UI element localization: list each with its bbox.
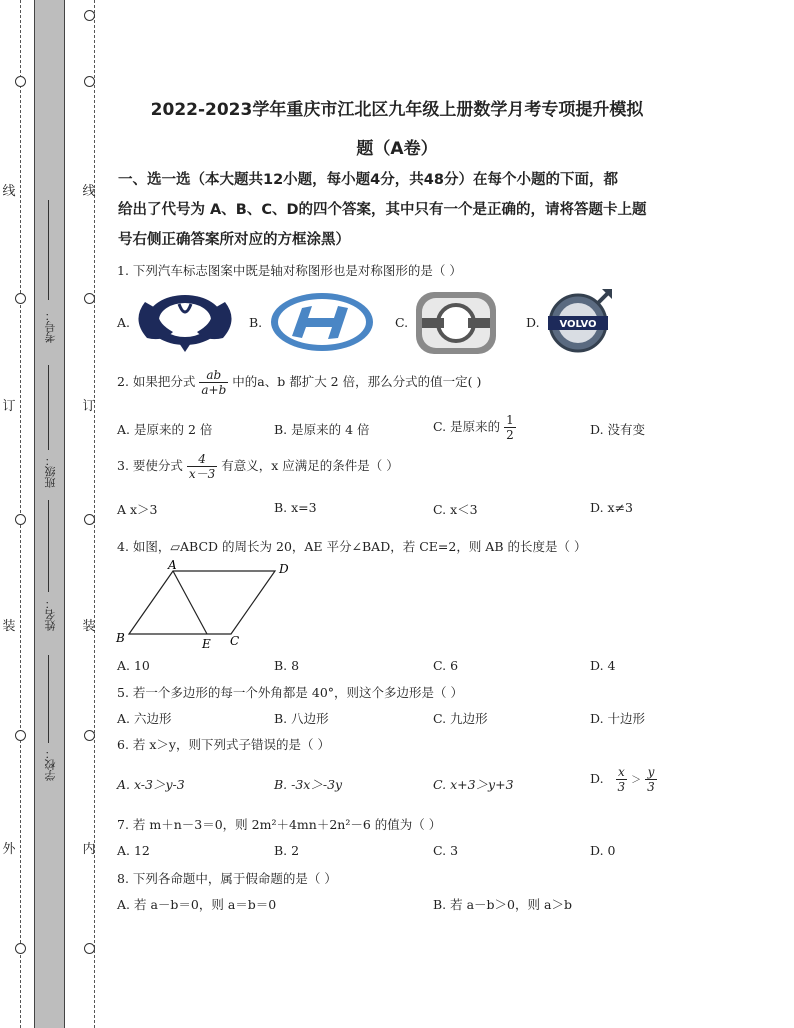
q3-opt-c: C. x＜3 — [433, 502, 478, 517]
q2-stem-post: 中的a、b 都扩大 2 倍，那么分式的值一定( ) — [232, 374, 482, 389]
q6-opt-d — [590, 765, 657, 794]
logo-d-volvo-icon — [544, 285, 616, 355]
section-heading-line2: 给出了代号为 A、B、C、D的四个答案，其中只有一个是正确的，请将答题卡上题 — [118, 202, 647, 218]
q3-stem — [117, 452, 399, 481]
q8-stem: 8. 下列各命题中，属于假命题的是（ ） — [117, 871, 337, 886]
q3-frac-num: 4 — [187, 452, 217, 467]
q2-frac-num: ab — [199, 368, 228, 383]
q7-opt-a: A. 12 — [117, 843, 150, 858]
margin-char-xian-inner: 线 — [82, 184, 96, 199]
q6-opt-d-den2: 3 — [647, 780, 655, 794]
q6-opt-d-num1: x — [616, 765, 628, 780]
q2-stem-pre: 2. 如果把分式 — [117, 374, 196, 389]
q4-opt-b: B. 8 — [274, 658, 300, 673]
field-label-school: 学校： — [44, 748, 57, 781]
q3-frac-den: x－3 — [188, 467, 216, 481]
vertex-a: A — [168, 558, 177, 572]
margin-char-ding-inner: 订 — [82, 399, 96, 414]
q2-opt-c — [433, 413, 516, 442]
q2-opt-c-den: 2 — [506, 428, 514, 442]
q1-stem: 1. 下列汽车标志图案中既是轴对称图形也是对称图形的是（ ） — [117, 263, 462, 278]
q4-stem: 4. 如图，▱ABCD 的周长为 20，AE 平分∠BAD，若 CE=2，则 AB 的长度是（ ） — [117, 539, 587, 554]
binding-hole — [84, 76, 95, 87]
q7-opt-c: C. 3 — [433, 843, 459, 858]
q3-stem-pre: 3. 要使分式 — [117, 458, 183, 473]
q2-opt-a: A. 是原来的 2 倍 — [117, 422, 213, 437]
q6-opt-c: C. x+3＞y+3 — [433, 777, 514, 792]
q1-label-c: C. — [395, 315, 409, 330]
q6-opt-d-label: D. — [590, 771, 604, 786]
binding-hole — [84, 730, 95, 741]
q2-stem — [117, 368, 481, 397]
field-label-name: 姓名： — [44, 598, 57, 631]
q5-stem: 5. 若一个多边形的每一个外角都是 40°，则这个多边形是（ ） — [117, 685, 464, 700]
binding-hole — [84, 10, 95, 21]
binding-hole — [15, 514, 26, 525]
vertex-c: C — [230, 634, 240, 648]
binding-hole — [84, 514, 95, 525]
q2-opt-c-num: 1 — [506, 413, 514, 427]
margin-char-wai: 外 — [2, 842, 16, 857]
q6-opt-d-frac1 — [616, 765, 628, 794]
q6-opt-d-den1: 3 — [617, 780, 626, 794]
vertex-e: E — [202, 637, 211, 651]
field-line-exam-number[interactable] — [48, 200, 49, 300]
q4-opt-a: A. 10 — [117, 658, 150, 673]
logo-c-circle-icon — [414, 290, 498, 356]
q6-stem: 6. 若 x＞y，则下列式子错误的是（ ） — [117, 737, 330, 752]
q3-stem-post: 有意义，x 应满足的条件是（ ） — [221, 458, 399, 473]
vertex-d: D — [279, 562, 289, 576]
q6-opt-a: A. x-3＞y-3 — [117, 777, 185, 792]
page-title-line2: 题（A卷） — [356, 139, 438, 159]
field-label-class: 班级： — [44, 455, 57, 488]
page-title-line1: 2022-2023学年重庆市江北区九年级上册数学月考专项提升模拟 — [150, 100, 644, 120]
logo-b-hyundai-icon — [270, 292, 374, 352]
volvo-text: VOLVO — [559, 319, 597, 330]
q7-opt-b: B. 2 — [274, 843, 300, 858]
q8-opt-a: A. 若 a－b＝0，则 a＝b＝0 — [117, 897, 277, 912]
binding-hole — [15, 730, 26, 741]
q2-opt-d: D. 没有变 — [590, 422, 646, 437]
q7-stem: 7. 若 m＋n－3＝0，则 2m²＋4mn＋2n²－6 的值为（ ） — [117, 817, 442, 832]
field-line-name[interactable] — [48, 500, 49, 592]
binding-hole — [15, 293, 26, 304]
q5-opt-b: B. 八边形 — [274, 711, 329, 726]
field-line-school[interactable] — [48, 655, 49, 743]
margin-char-nei: 内 — [82, 842, 96, 857]
q5-opt-c: C. 九边形 — [433, 711, 488, 726]
field-line-class[interactable] — [48, 365, 49, 450]
binding-hole — [84, 293, 95, 304]
q6-opt-d-num2: y — [645, 765, 657, 780]
q4-opt-d: D. 4 — [590, 658, 616, 673]
q5-opt-d: D. 十边形 — [590, 711, 646, 726]
margin-char-zhuang: 装 — [2, 619, 16, 634]
q2-frac-den: a+b — [201, 383, 227, 397]
q5-opt-a: A. 六边形 — [117, 711, 172, 726]
q6-opt-b: B. -3x＞-3y — [274, 777, 343, 792]
margin-char-xian: 线 — [2, 184, 16, 199]
binding-hole — [15, 76, 26, 87]
q3-fraction — [187, 452, 217, 481]
q6-opt-d-gt: ＞ — [631, 775, 642, 786]
field-label-exam-number: 考号： — [44, 310, 57, 343]
q1-label-b: B. — [249, 315, 263, 330]
q4-opt-c: C. 6 — [433, 658, 459, 673]
vertex-b: B — [116, 631, 125, 645]
margin-char-ding: 订 — [2, 399, 16, 414]
binding-hole — [84, 943, 95, 954]
q7-opt-d: D. 0 — [590, 843, 616, 858]
q4-parallelogram-diagram — [113, 558, 298, 653]
q8-opt-b: B. 若 a－b＞0，则 a＞b — [433, 897, 572, 912]
q2-fraction — [199, 368, 228, 397]
q1-label-d: D. — [526, 315, 540, 330]
q1-label-a: A. — [117, 315, 131, 330]
q2-opt-c-pre: C. 是原来的 — [433, 419, 501, 434]
margin-char-zhuang-inner: 装 — [82, 619, 96, 634]
q2-opt-b: B. 是原来的 4 倍 — [274, 422, 370, 437]
q3-opt-b: B. x=3 — [274, 500, 317, 515]
logo-a-wings-icon — [133, 292, 238, 354]
q6-opt-d-frac2 — [645, 765, 657, 794]
section-heading-line1: 一、选一选（本大题共12小题，每小题4分，共48分）在每个小题的下面，都 — [118, 172, 618, 188]
binding-hole — [15, 943, 26, 954]
section-heading-line3: 号右侧正确答案所对应的方框涂黑） — [118, 232, 350, 248]
q3-opt-a: A x＞3 — [117, 502, 158, 517]
q2-opt-c-fraction — [504, 413, 516, 442]
q3-opt-d: D. x≠3 — [590, 500, 633, 515]
